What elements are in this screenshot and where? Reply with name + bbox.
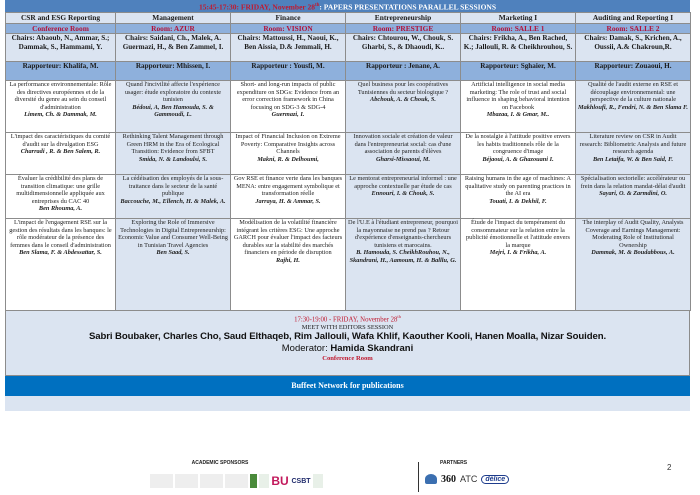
paper-authors: Ben Rhouma, A.	[38, 205, 83, 213]
editors-session-title: MEET WITH EDITORS SESSION	[301, 324, 394, 332]
paper-title: Qualité de l'audit externe en RSE et découplage environnemental: une perspective de la culture nationale	[588, 81, 678, 104]
paper-title: Literature review on CSR in Audit research: Bibliometric Analysis and future research agenda	[579, 133, 687, 156]
sponsor-logo	[200, 474, 223, 488]
paper-title: L'impact des caractéristiques du comité d'audit sur la divulgation ESG	[10, 133, 111, 148]
room-label: Conference Room	[6, 24, 116, 34]
rapporteur-cell: Rapporteur: Sghaier, M.	[461, 62, 576, 81]
sponsor-logo	[175, 474, 198, 488]
paper-title: Évaluer la crédibilité des plans de transition climatique: une grille multidimensionnelle appliquée aux entreprises du CAC 40	[16, 175, 105, 205]
editors-session-time: 17:30-19:00 - FRIDAY, November 28th	[294, 314, 401, 324]
room-label: Room: VISION	[231, 24, 346, 34]
paper-cell	[346, 219, 461, 311]
paper-title: Raising humans in the age of machines: A qualitative study on parenting practices in the AI era	[464, 175, 572, 198]
rapporteur-cell: Rapporteur : Yousfi, M.	[231, 62, 346, 81]
paper-cell	[116, 219, 231, 311]
paper-title: Impact of Financial Inclusion on Extreme Poverty: Comparative Insights across Channels	[235, 133, 341, 156]
paper-cell	[6, 81, 116, 133]
chairs-row	[6, 34, 691, 62]
paper-cell	[116, 175, 231, 219]
paper-authors: Smida, N. & Landoulsi, S.	[138, 155, 208, 163]
room-label: Room: AZUR	[116, 24, 231, 34]
paper-cell	[6, 133, 116, 175]
academic-sponsors-label: ACADEMIC SPONSORS	[191, 460, 249, 466]
paper-title: L'impact de l'engagement RSE sur la gestion des résultats dans les banques: le rôle modérateur de la présence des femmes dans le conseil d'administration	[9, 219, 112, 249]
paper-cell	[346, 175, 461, 219]
paper-row	[6, 219, 691, 311]
paper-cell	[346, 81, 461, 133]
paper-row	[6, 175, 691, 219]
track-header: Marketing I	[461, 13, 576, 24]
paper-title: Innovation sociale et création de valeur dans l'entrepreneuriat social: cas d'une association de parents d'élèves	[353, 133, 453, 156]
sponsor-logo	[259, 474, 269, 488]
sponsor-logo	[250, 474, 257, 488]
paper-title: La cédéisation des employés de la sous-traitance dans le secteur de la santé publique	[122, 175, 224, 198]
program-page	[5, 0, 690, 411]
paper-title: Quand l'incivilité affecte l'expérience usager: étude exploratoire du contexte tunisien	[124, 81, 222, 104]
paper-authors: Bédoui, A, Ben Hamouda, S. & Gammoudi, L.	[132, 103, 214, 119]
rapporteur-row	[6, 62, 691, 81]
csbt-logo: CSBT	[291, 477, 311, 485]
track-header: Finance	[231, 13, 346, 24]
paper-cell	[231, 133, 346, 175]
paper-cell	[576, 219, 691, 311]
paper-cell	[346, 133, 461, 175]
paper-authors: Baccouche, M., Ellench, H. & Malek, A.	[120, 197, 226, 205]
room-label: Room: SALLE 1	[461, 24, 576, 34]
paper-title: De la nostalgie à l'attitude positive envers les habits traditionnels rôle de la congruence d'image	[465, 133, 571, 156]
paper-row	[6, 133, 691, 175]
paper-authors: Ben Slama, F. & Abdessattar, S.	[19, 249, 102, 257]
paper-authors: Charradi , R. & Ben Salem, R.	[20, 148, 101, 156]
room-row	[6, 24, 691, 34]
chairs-cell: Chairs: Mattoussi, H., Naoui, K., Ben Aissia, D.& Jemmali, H.	[231, 34, 346, 62]
paper-title: Modélisation de la volatilité financière intégrant les critères ESG: Une approche GARCH pour évaluer l'impact des facteurs durables sur la stabilité des marchés financiers en période de disruption	[233, 219, 343, 257]
moderator: Moderator: Hamida Skandrani	[281, 343, 414, 355]
paper-title: La performance environnementale: Rôle des directives européennes et de la diversité du genre au sein du conseil d'administration	[9, 81, 112, 111]
paper-authors: Touati, I. & Dekhil, F.	[489, 197, 547, 205]
banner-title: : PAPERS PRESENTATIONS PARALLEL SESSIONS	[319, 2, 496, 12]
paper-cell	[231, 175, 346, 219]
track-header: CSR and ESG Reporting	[6, 13, 116, 24]
partner-logos	[425, 471, 509, 487]
editors-names: Sabri Boubaker, Charles Cho, Saud Elthaqeb, Rim Jallouli, Wafa Khlif, Kaouther Kooli, Hanen Moalla, Nizar Souiden.	[88, 331, 607, 343]
partner-logo-delice: délice	[481, 475, 509, 484]
paper-authors: Guermazi, I.	[271, 111, 305, 119]
session-banner: 15:45-17:30: FRIDAY, November 28th: PAPERS PRESENTATIONS PARALLEL SESSIONS	[5, 0, 690, 12]
paper-cell	[576, 175, 691, 219]
paper-title: Rethinking Talent Management through Green HRM in the Era of Ecological Transition: Evidence from SFBT	[122, 133, 224, 156]
editors-session	[5, 311, 690, 376]
globe-icon	[425, 474, 437, 484]
paper-authors: Dammak, M. & Boudabbous, A.	[591, 249, 675, 257]
footer-divider	[418, 462, 419, 492]
paper-authors: Mejri, I. & Frikha, A.	[489, 249, 547, 257]
track-header: Entrepreneurship	[346, 13, 461, 24]
parallel-sessions-table	[5, 12, 691, 311]
paper-authors: Makhloufi, R., Fendri, N. & Ben Slama F.	[578, 103, 688, 111]
chairs-cell: Chairs: Abaoub, N., Ammar, S.; Dammak, S., Hammami, Y.	[6, 34, 116, 62]
editors-session-room: Conference Room	[322, 355, 373, 363]
paper-title: Spécialisation sectorielle: accélérateur ou frein dans la relation mandat-délai d'audit	[580, 175, 686, 190]
paper-title: Gov RSE et finance verte dans les banques MENA: entre engagement symbolique et transformation réelle	[233, 175, 343, 198]
buffet-banner: Buffeet Network for publications	[5, 376, 690, 396]
paper-authors: Ennouri, I. & Chouk, S.	[371, 190, 435, 198]
paper-cell	[231, 219, 346, 311]
rapporteur-cell: Rapporteur : Jenane, A.	[346, 62, 461, 81]
chairs-cell: Chairs: Saidani, Ch., Malek, A. Guermazi, H., & Ben Zammel, I.	[116, 34, 231, 62]
track-header: Auditing and Reporting I	[576, 13, 691, 24]
sponsor-logo	[313, 474, 323, 488]
paper-title: Exploring the Role of Immersive Technologies in Digital Entrepreneurship: Economic Value and Consumer Well-Being in Tunisian Travel Agencies	[118, 219, 228, 249]
room-label: Room: PRESTIGE	[346, 24, 461, 34]
paper-title: Quel business pour les coopératives Tunisiennes du secteur biologique ?	[357, 81, 449, 96]
banner-time: 15:45-17:30: FRIDAY, November 28	[199, 2, 315, 12]
chairs-cell: Chairs: Damak, S., Krichen, A., Oussii, A.& Chakroun,R.	[576, 34, 691, 62]
rapporteur-cell: Rapporteur: Mhissen, I.	[116, 62, 231, 81]
paper-title: De l'U.E à l'étudiant entrepreneur, pourquoi la mayonnaise ne prend pas ? Retour d'expérience d'enseignants-chercheurs tunisiens et marocains.	[348, 219, 458, 249]
paper-authors: B. Hamouda, S. CheikhRouhou, N., Skandrani, H., Aamoum, H. & Balllu, G.	[349, 249, 457, 264]
partners-label: PARTNERS	[440, 460, 468, 466]
paper-title: Étude de l'impact du tempérament du consommateur sur la relation entre la publicité émotionnelle et l'attitude envers la marque	[466, 219, 570, 249]
buffet-spacer	[5, 396, 690, 411]
rapporteur-cell: Rapporteur: Zouaoui, H.	[576, 62, 691, 81]
paper-authors: Mbazaa, I. & Gmar, M..	[486, 111, 550, 119]
page-number: 2	[667, 463, 672, 472]
bu-logo: BU	[271, 474, 289, 488]
paper-cell	[116, 133, 231, 175]
sponsor-logo	[150, 474, 173, 488]
partner-logo-360: 360	[441, 473, 456, 485]
paper-authors: Makni, R. & Delhoumi,	[257, 155, 319, 163]
paper-authors: Abchouk, A. & Chouk, S.	[370, 96, 436, 104]
paper-authors: Ben Saad, S.	[156, 249, 190, 257]
paper-cell	[6, 175, 116, 219]
paper-authors: Béjaoui, A. & Ghazouani I.	[482, 155, 554, 163]
paper-title: Artificial intelligence in social media marketing: The role of trust and social influence in shaping behavioral intention on Facebook	[466, 81, 570, 111]
paper-authors: Rajhi, H.	[276, 256, 300, 264]
paper-authors: Limem, Ch. & Dammak, M.	[24, 111, 97, 119]
paper-cell	[116, 81, 231, 133]
sponsor-logo	[225, 474, 248, 488]
chairs-cell: Chairs: Frikha, A., Ben Rached, K.; Jallouli, R. & Cheikhrouhou, S.	[461, 34, 576, 62]
partner-logo-atc: ATC	[460, 474, 478, 484]
paper-cell	[231, 81, 346, 133]
track-header: Management	[116, 13, 231, 24]
paper-authors: Ben Letaifa, W. & Ben Said, F.	[592, 155, 674, 163]
academic-sponsor-logos	[150, 473, 323, 489]
paper-cell	[461, 81, 576, 133]
chairs-cell: Chairs: Chtourou, W., Chouk, S. Gharbi, S., & Dhaoudi, K..	[346, 34, 461, 62]
paper-cell	[6, 219, 116, 311]
paper-cell	[461, 175, 576, 219]
paper-row	[6, 81, 691, 133]
paper-title: Short- and long-run impacts of public expenditure on SDGs: Evidence from an error correction framework in China focusing on SDG-3 & SDG-4	[236, 81, 340, 111]
paper-title: The interplay of Audit Quality, Analysts Coverage and Earnings Management: Moderating Role of Institutional Ownership	[582, 219, 684, 249]
paper-cell	[576, 133, 691, 175]
paper-authors: Gharsi-Missaoui, M.	[375, 155, 431, 163]
paper-cell	[461, 219, 576, 311]
paper-cell	[576, 81, 691, 133]
rapporteur-cell: Rapporteur: Khalifa, M.	[6, 62, 116, 81]
paper-cell	[461, 133, 576, 175]
paper-authors: Jarraya, H. & Ammar, S.	[255, 197, 321, 205]
room-label: Room: SALLE 2	[576, 24, 691, 34]
paper-authors: Sayari, O. & Zarmdini, O.	[599, 190, 667, 198]
track-row	[6, 13, 691, 24]
paper-title: Le mentorat entrepreneurial informel : une approche contextuelle par étude de cas	[349, 175, 457, 190]
